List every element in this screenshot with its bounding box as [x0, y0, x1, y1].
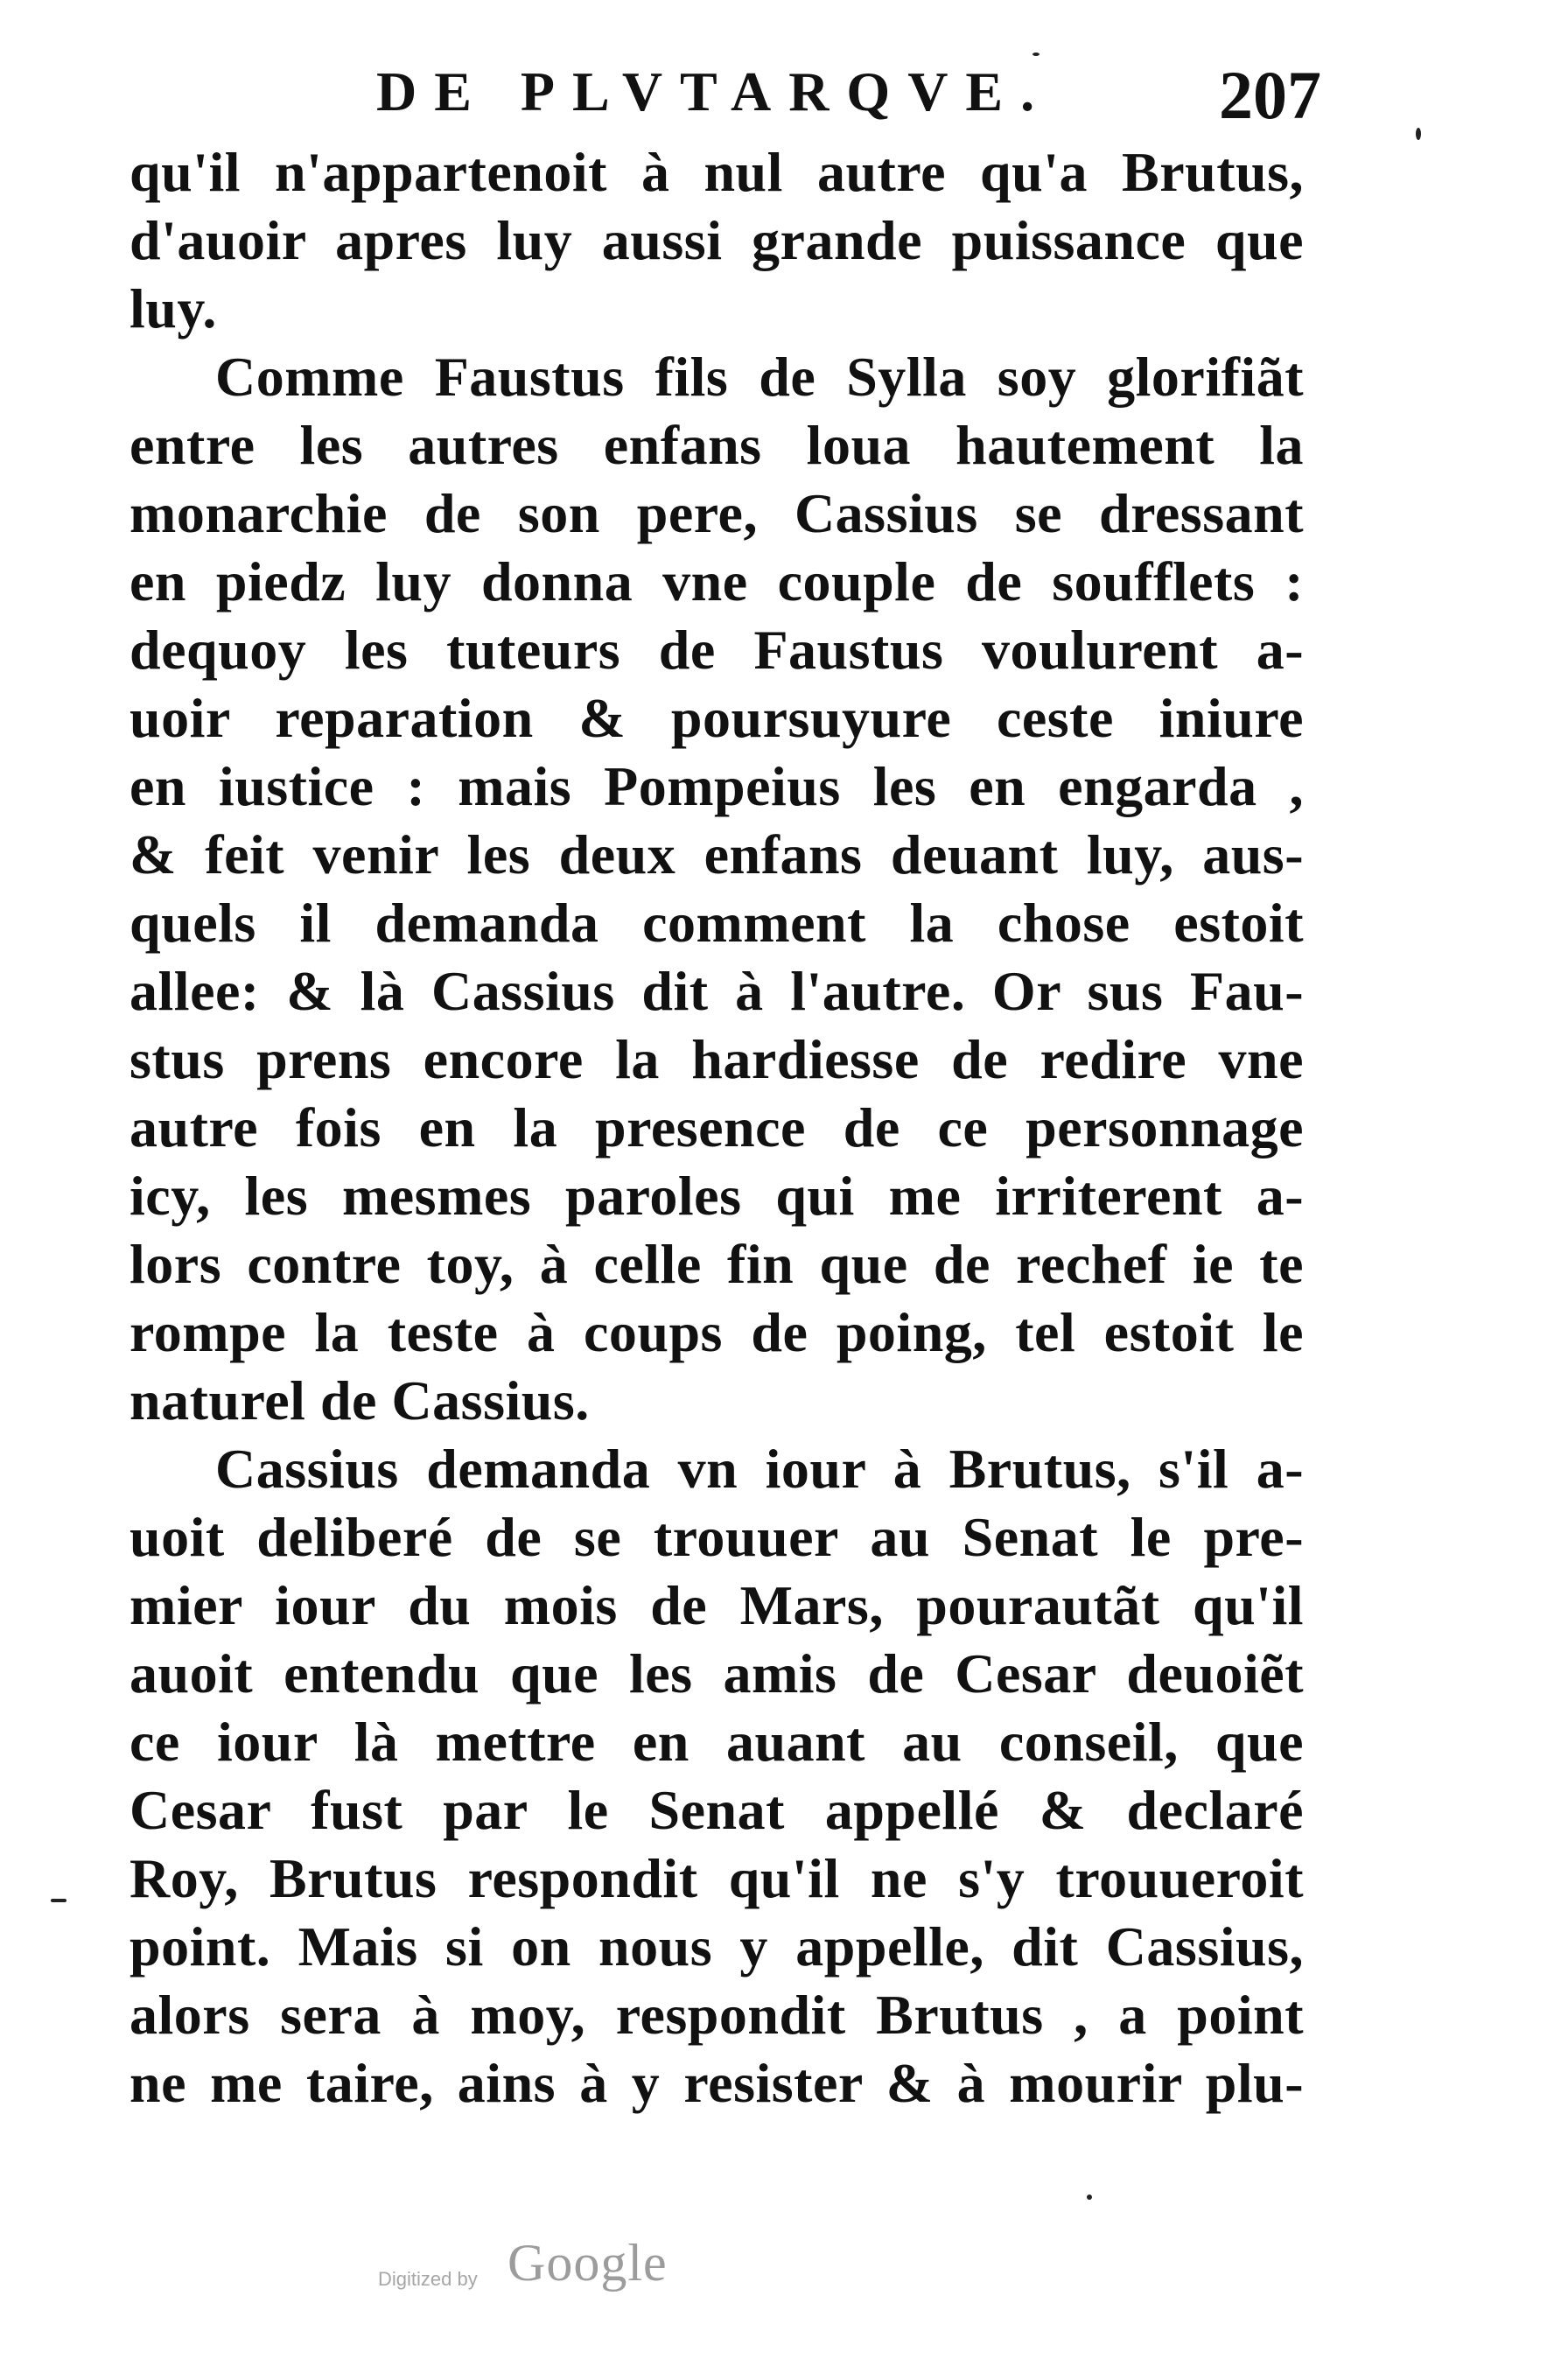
page-number: 207: [1219, 57, 1321, 133]
text-line: & feit venir les deux enfans deuant luy, aus-: [130, 823, 1304, 886]
running-head: DE PLVTARQVE.: [376, 60, 1053, 122]
text-line: auoit entendu que les amis de Cesar deuoiẽt: [130, 1642, 1304, 1704]
text-line: dequoy les tuteurs de Faustus voulurent a-: [130, 619, 1304, 681]
page-header: [376, 57, 1321, 138]
text-line: en iustice : mais Pompeius les en engarda ,: [130, 755, 1304, 817]
text-line: ne me taire, ains à y resister & à mourir plu-: [130, 2052, 1304, 2114]
scan-speck: [51, 1899, 66, 1902]
text-line: autre fois en la presence de ce personnage: [130, 1096, 1304, 1158]
text-line: uoir reparation & poursuyure ceste iniure: [130, 687, 1304, 749]
text-line: monarchie de son pere, Cassius se dressant: [130, 482, 1304, 544]
text-line: quels il demanda comment la chose estoit: [130, 892, 1304, 954]
text-line: luy.: [130, 277, 217, 340]
text-line: alors sera à moy, respondit Brutus , a point: [130, 1984, 1304, 2046]
scan-speck: [1087, 2194, 1092, 2200]
text-line: rompe la teste à coups de poing, tel estoit le: [130, 1301, 1304, 1363]
text-line: icy, les mesmes paroles qui me irriterent a-: [130, 1165, 1304, 1227]
text-line: Cesar fust par le Senat appellé & declaré: [130, 1779, 1304, 1841]
text-line: mier iour du mois de Mars, pourautãt qu'il: [130, 1574, 1304, 1636]
text-line: d'auoir apres luy aussi grande puissance que: [130, 209, 1304, 271]
text-line: naturel de Cassius.: [130, 1369, 590, 1432]
paragraph-start-line: Cassius demanda vn iour à Brutus, s'il a-: [215, 1438, 1304, 1500]
digitized-by-text: Digitized by: [378, 2268, 478, 2290]
text-line: allee: & là Cassius dit à l'autre. Or sus Fau-: [130, 960, 1304, 1022]
text-line: point. Mais si on nous y appelle, dit Cassius,: [130, 1915, 1304, 1978]
google-logo: Google: [508, 2234, 668, 2292]
body-text: [130, 138, 1304, 2118]
text-line: Roy, Brutus respondit qu'il ne s'y trouueroit: [130, 1847, 1304, 1909]
scan-speck: [1032, 52, 1040, 56]
text-line: ce iour là mettre en auant au conseil, que: [130, 1711, 1304, 1773]
text-line: qu'il n'appartenoit à nul autre qu'a Brutus,: [130, 141, 1304, 203]
digitized-by-watermark: [378, 2233, 693, 2312]
paragraph-start-line: Comme Faustus fils de Sylla soy glorifiãt: [215, 346, 1304, 408]
text-line: stus prens encore la hardiesse de redire vne: [130, 1028, 1304, 1090]
scan-speck: [1416, 128, 1421, 140]
text-line: en piedz luy donna vne couple de soufflets :: [130, 550, 1304, 612]
text-line: uoit deliberé de se trouuer au Senat le pre-: [130, 1506, 1304, 1568]
text-line: lors contre toy, à celle fin que de rechef ie te: [130, 1233, 1304, 1295]
text-line: entre les autres enfans loua hautement la: [130, 414, 1304, 476]
